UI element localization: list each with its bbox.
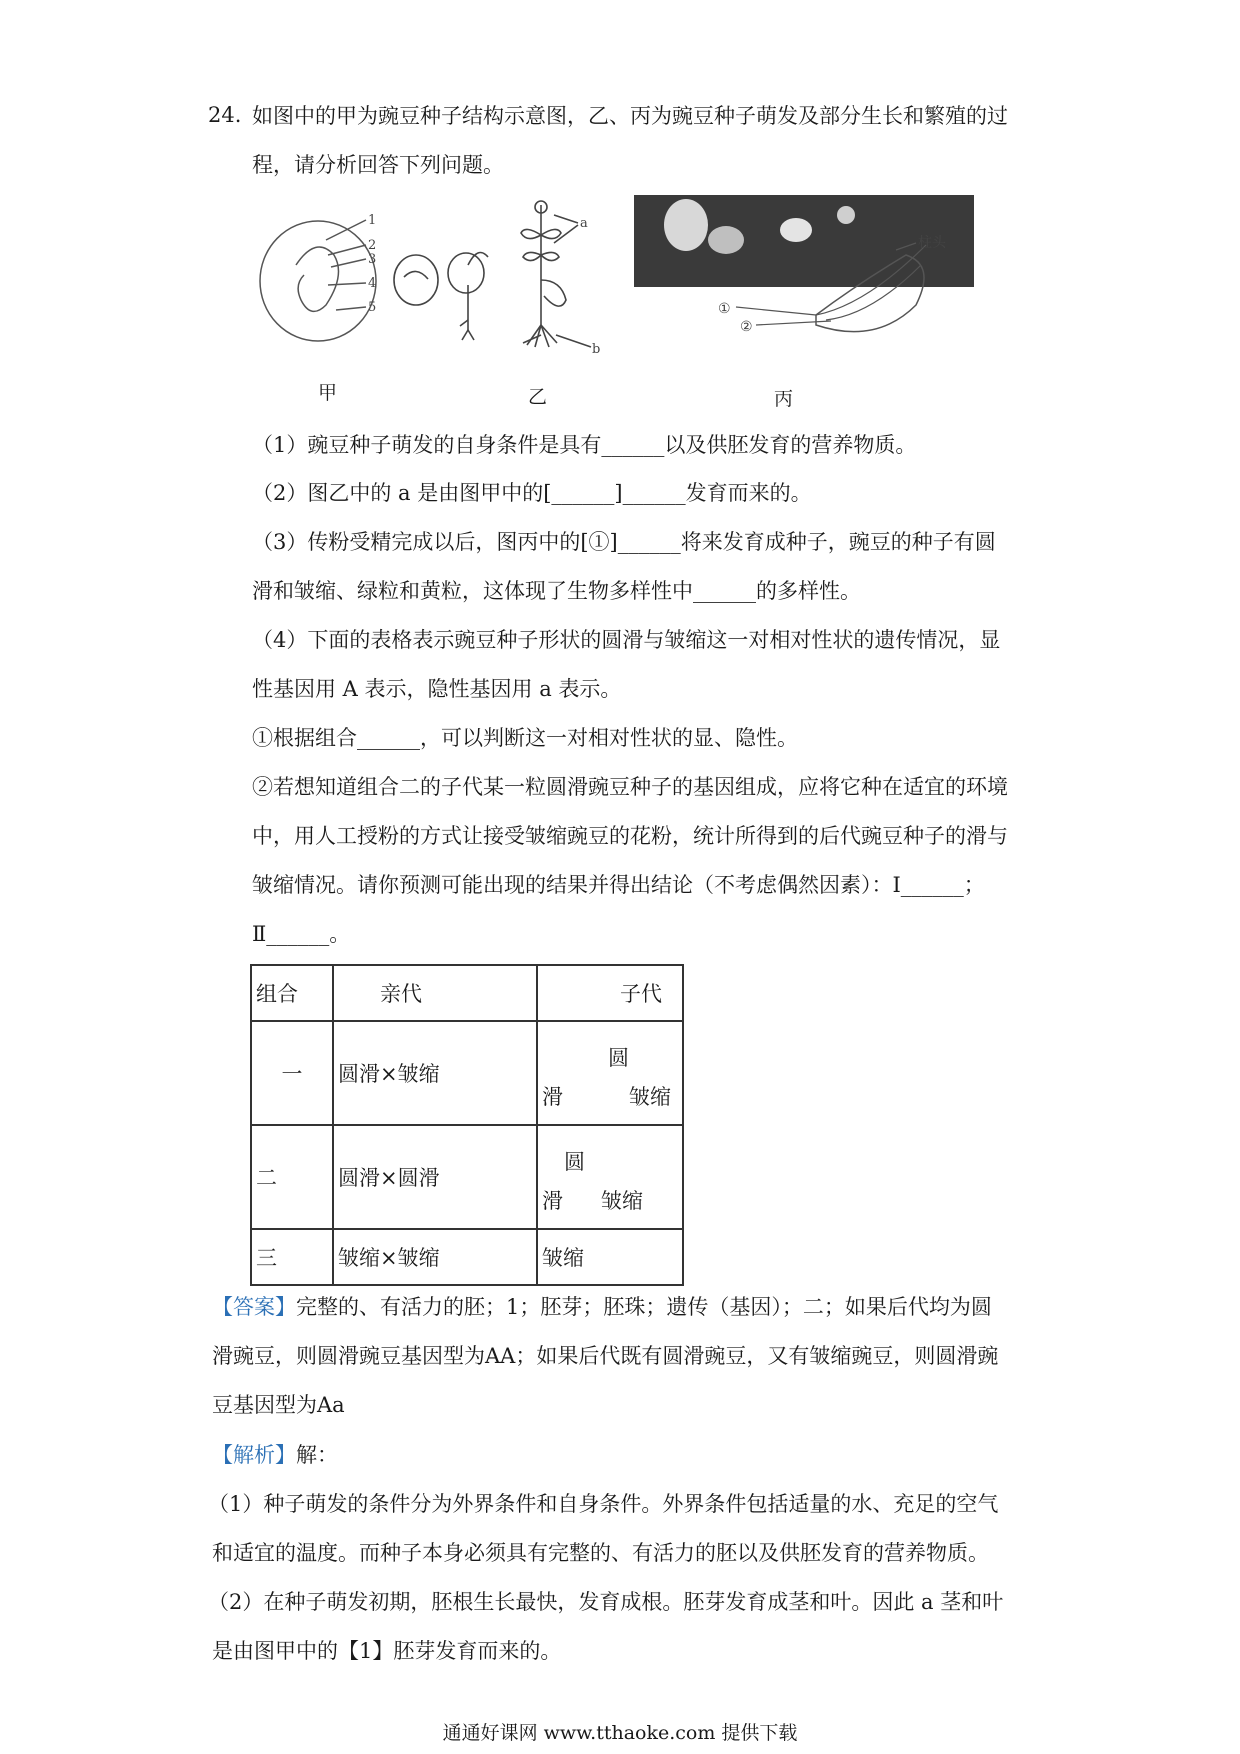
analysis-p1-line2: 和适宜的温度。而种子本身必须具有完整的、有活力的胚以及供胚发育的营养物质。 [212, 1541, 989, 1565]
answer-tag: 【答案】 [212, 1295, 296, 1319]
question-stem-line2: 程，请分析回答下列问题。 [252, 153, 504, 177]
subquestion-2: （2）图乙中的 a 是由图甲中的[______]______发育而来的。 [252, 481, 812, 505]
subquestion-4-part1: ①根据组合______，可以判断这一对相对性状的显、隐性。 [252, 726, 798, 750]
row2-offspring-c: 皱缩 [601, 1189, 643, 1213]
header-offspring: 子代 [537, 965, 683, 1021]
answer-line2: 滑豌豆，则圆滑豌豆基因型为AA；如果后代既有圆滑豌豆，又有皱缩豌豆，则圆滑豌 [212, 1344, 999, 1368]
table-row [251, 1229, 683, 1285]
figure-caption-yi: 乙 [528, 386, 548, 408]
row1-offspring-b: 滑 [542, 1085, 563, 1109]
question-stem-line1: 如图中的甲为豌豆种子结构示意图，乙、丙为豌豆种子萌发及部分生长和繁殖的过 [252, 104, 1008, 128]
analysis-tag: 【解析】 [212, 1443, 296, 1467]
subquestion-4-part2-line4: Ⅱ______。 [252, 922, 351, 946]
answer-line1 [212, 1292, 992, 1322]
row3-offspring: 皱缩 [537, 1229, 683, 1285]
subquestion-4-line2: 性基因用 A 表示，隐性基因用 a 表示。 [252, 677, 622, 701]
analysis-p1-line1: （1）种子萌发的条件分为外界条件和自身条件。外界条件包括适量的水、充足的空气 [208, 1492, 999, 1516]
row1-offspring-a: 圆 [608, 1046, 629, 1070]
bing-label-1: ① [718, 301, 731, 317]
figure-caption-bing: 丙 [774, 388, 794, 410]
subquestion-4-line1: （4）下面的表格表示豌豆种子形状的圆滑与皱缩这一对相对性状的遗传情况，显 [252, 628, 1001, 652]
subquestion-4-part2-line3: 皱缩情况。请你预测可能出现的结果并得出结论（不考虑偶然因素）：Ⅰ______； [252, 873, 985, 897]
row2-offspring [537, 1125, 683, 1229]
page-footer: 通通好课网 www.tthaoke.com 提供下载 [442, 1722, 798, 1744]
subquestion-3-line2: 滑和皱缩、绿粒和黄粒，这体现了生物多样性中______的多样性。 [252, 579, 861, 603]
jia-label-1: 1 [368, 213, 377, 228]
row1-parents: 圆滑×皱缩 [333, 1021, 537, 1125]
answer-line3: 豆基因型为Aa [212, 1393, 345, 1417]
bing-label-2: ② [740, 319, 753, 335]
subquestion-1: （1）豌豆种子萌发的自身条件是具有______以及供胚发育的营养物质。 [252, 433, 917, 457]
row2-parents: 圆滑×圆滑 [333, 1125, 537, 1229]
question-number: 24. [208, 103, 242, 127]
row1-offspring [537, 1021, 683, 1125]
table-header-row [251, 965, 683, 1021]
figure-caption-jia: 甲 [318, 382, 338, 404]
table-row [251, 1021, 683, 1125]
subquestion-3-line1: （3）传粉受精完成以后，图丙中的[①]______将来发育成种子，豌豆的种子有圆 [252, 530, 996, 554]
subquestion-4-part2-line1: ②若想知道组合二的子代某一粒圆滑豌豆种子的基因组成，应将它种在适宜的环境 [252, 775, 1008, 799]
header-group: 组合 [251, 965, 333, 1021]
row2-offspring-b: 滑 [542, 1189, 563, 1213]
row1-group: 一 [251, 1021, 333, 1125]
analysis-heading [212, 1440, 338, 1470]
subquestion-4-part2-line2: 中，用人工授粉的方式让接受皱缩豌豆的花粉，统计所得到的后代豌豆种子的滑与 [252, 824, 1008, 848]
row3-parents: 皱缩×皱缩 [333, 1229, 537, 1285]
yi-label-b: b [592, 342, 601, 357]
answer-text-1: 完整的、有活力的胚；1；胚芽；胚珠；遗传（基因）；二；如果后代均为圆 [296, 1295, 992, 1319]
figure-bing-flower [634, 195, 974, 332]
bing-label-stigma: 柱头 [918, 235, 946, 251]
table-row [251, 1125, 683, 1229]
jia-label-4: 4 [368, 276, 377, 291]
jia-label-5: 5 [368, 300, 377, 315]
analysis-p2-line1: （2）在种子萌发初期，胚根生长最快，发育成根。胚芽发育成茎和叶。因此 a 茎和叶 [208, 1590, 1004, 1614]
row2-offspring-a: 圆 [564, 1150, 585, 1174]
figure-yi-germination [394, 201, 591, 347]
pea-figures [256, 195, 976, 405]
yi-label-a: a [580, 216, 588, 231]
row1-offspring-c: 皱缩 [629, 1085, 671, 1109]
jia-label-2: 2 [368, 238, 377, 253]
inheritance-table [250, 964, 684, 1286]
header-parents: 亲代 [333, 965, 537, 1021]
analysis-p2-line2: 是由图甲中的【1】胚芽发育而来的。 [212, 1639, 562, 1663]
analysis-intro: 解： [296, 1443, 338, 1467]
figure-jia-seed [260, 220, 376, 341]
row3-group: 三 [251, 1229, 333, 1285]
row2-group: 二 [251, 1125, 333, 1229]
jia-label-3: 3 [368, 252, 377, 267]
